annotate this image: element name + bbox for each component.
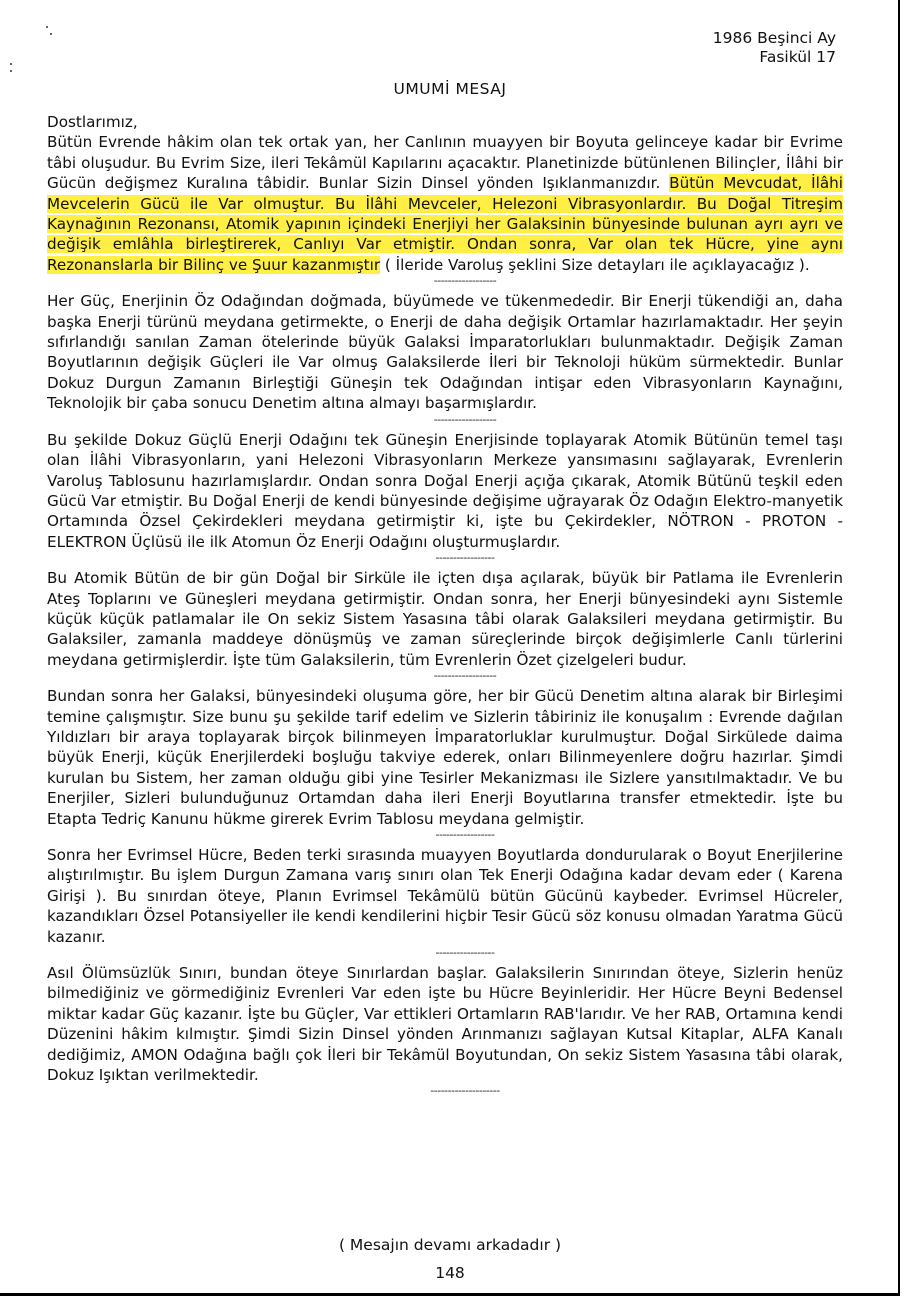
- separator: ------------------: [433, 274, 497, 288]
- separator: -----------------: [435, 828, 495, 841]
- paragraph: [47, 132, 843, 275]
- highlighted-text: Bütün Mevcudat, İlâhi Mevcelerin Gücü ile Var olmuştur. Bu İlâhi Mevceler, Helezoni Vibrasyonlardır. Bu Doğal Titreşim Kaynağının Rezonansı, Atomik yapının içindeki Enerjiyi her Galaksinin bünyesinde bulunan ayrı ayrı ve değişik emlâhla birleştirerek, Canlıyı Var etmiştir. Ondan sonra, Var olan tek Hücre, yine aynı Rezonanslarla bir Bilinç ve Şuur kazanmıştır: [47, 174, 844, 274]
- paragraph: Bundan sonra her Galaksi, bünyesindeki oluşuma göre, her bir Gücü Denetim altına alarak bir Birleşimi temine çalışmıştır. Size bunu şu şekilde tarif edelim ve Sizlerin tâbiriniz ile konuşalım : Evrende dağılan Yıldızları bir araya toplayarak birçok bilinmeyen İmparatorluklar kurulmuştur. Doğal Sirkülede daima büyük Enerji, küçük Enerjilerdeki boşluğu takviye ederek, onları Bilinmeyenlere doğru hazırlar. Şimdi kurulan bu Sistem, her zaman olduğu gibi yine Tesirler Mekanizması ile Sizlere yansıtılmaktadır. Ve bu Enerjiler, Sizleri bulunduğunuz Ortamdan daha ileri Enerji Boyutlarına transfer etmektedir. İşte bu Etapta Tedriç Kanunu hükme girerek Evrim Tablosu meydana gelmiştir.: [47, 687, 843, 828]
- separator: -----------------: [435, 551, 495, 565]
- paragraph-text: Bütün Evrende hâkim olan tek ortak yan, her Canlının muayyen bir Boyuta gelinceye kadar bir Evrime tâbi oluşudur. Bu Evrim Size, ileri Tekâmül Kapılarını açacaktır. Planetinizde bütünlenen Bilinçler, İlâhi bir Gücün değişmez Kuralına tâbidir. Bunlar Sizin Dinsel yönden Işıklanmanızdır.: [47, 133, 843, 193]
- paragraph-text: ( İleride Varoluş şeklini Size detayları ile açıklayacağız ).: [380, 255, 810, 274]
- greeting: Dostlarımız,: [47, 113, 138, 131]
- message-body: [47, 112, 843, 1101]
- separator: --------------------: [430, 1084, 500, 1098]
- page-header: [713, 29, 836, 67]
- separator: ------------------: [433, 412, 497, 426]
- scan-speck: [46, 26, 48, 28]
- separator: -----------------: [435, 946, 495, 960]
- issue-date: 1986 Beşinci Ay: [712, 29, 836, 47]
- paragraph: Bu şekilde Dokuz Güçlü Enerji Odağını tek Güneşin Enerjisinde toplayarak Atomik Bütünün temel taşı olan İlâhi Vibrasyonların, yani Helezoni Vibrasyonların Merkeze yansımasını sağlayarak, Evrenlerin Varoluş Tablosunu hazırlamışlardır. Ondan sonra Doğal Enerji açığa çıkarak, Atomik Bütünü teşkil eden Gücü Var etmiştir. Bu Doğal Enerji de kendi bünyesinde değişime uğrayarak Öz Odağın Elektro-manyetik Ortamında Özsel Çekirdekleri meydana getirmiştir ki, işte bu Çekirdekler, NÖTRON - PROTON - ELEKTRON Üçlüsü ile ilk Atomun Öz Enerji Odağını oluşturmuşlardır.: [47, 430, 843, 551]
- issue-number: Fasikül 17: [759, 48, 836, 66]
- scan-speck: [10, 70, 12, 72]
- paragraph: Asıl Ölümsüzlük Sınırı, bundan öteye Sınırlardan başlar. Galaksilerin Sınırından öteye, Sizlerin henüz bilmediğiniz ve görmediğiniz Evrenleri Var eden işte bu Hücre Beyinleridir. Her Hücre Beyni Bedensel miktar kadar Güç kazanır. İşte bu Güçler, Var ettikleri Ortamların RAB'larıdır. Ve her RAB, Ortamına kendi Düzenini hâkim kılmıştır. Şimdi Sizin Dinsel yönden Arınmanızı sağlayan Kutsal Kitaplar, ALFA Kanalı dediğimiz, AMON Odağına bağlı çok İleri bir Tekâmül Boyutundan, On sekiz Sistem Yasasına tâbi olarak, Dokuz Işıktan verilmektedir.: [47, 964, 843, 1085]
- paragraph: Sonra her Evrimsel Hücre, Beden terki sırasında muayyen Boyutlarda dondurularak o Boyut Enerjilerine alıştırılmıştır. Bu işlem Durgun Zamana varış sınırı olan Tek Enerji Odağına kadar devam eder ( Karena Girişi ). Bu sınırdan öteye, Planın Evrimsel Tekâmülü bütün Gücünü kaybeder. Evrimsel Hücreler, kazandıkları Özsel Potansiyeller ile kendi kendilerini hiçbir Tesir Gücü söz konusu olmadan Yaratma Gücü kazanır.: [47, 846, 843, 946]
- page-number: 148: [435, 1264, 465, 1282]
- continued-note: ( Mesajın devamı arkadadır ): [338, 1236, 562, 1254]
- page-title: UMUMİ MESAJ: [393, 80, 507, 98]
- scan-speck: [10, 63, 12, 65]
- paragraph: Her Güç, Enerjinin Öz Odağından doğmada, büyümede ve tükenmededir. Bir Enerji tükendiği an, daha başka Enerji türünü meydana getirmekte, o Enerji de daha değişik Ortamlar hazırlamaktadır. Her şeyin sıfırlandığı sanılan Zaman ötelerinde büyük Galaksi İmparatorlukları bulunmaktadır. Değişik Zaman Boyutlarının değişik Güçleri ile Var olmuş Galaksilerde İleri bir Teknoloji hüküm sürmektedir. Bunlar Dokuz Durgun Zamanın Birleştiği Güneşin tek Odağından intişar eden Vibrasyonların Kaynağını, Teknolojik bir çaba sonucu Denetim altına almayı başarmışlardır.: [47, 292, 843, 413]
- separator: ------------------: [433, 669, 497, 683]
- paragraph: Bu Atomik Bütün de bir gün Doğal bir Sirküle ile içten dışa açılarak, büyük bir Patlama ile Evrenlerin Ateş Toplarını ve Güneşleri meydana getirmiştir. Ondan sonra, her Enerji bünyesindeki aynı Sistemle küçük küçük patlamalar ile On sekiz Sistem Yasasına tâbi olarak Galaksileri meydana getirmiştir. Bu Galaksiler, zamanla maddeye dönüşmüş ve zaman süreçlerinde birçok değişimlerle Canlı türlerini meydana getirmişlerdir. İşte tüm Galaksilerin, tüm Evrenlerin Özet çizelgeleri budur.: [47, 569, 843, 669]
- scan-speck: [50, 33, 52, 35]
